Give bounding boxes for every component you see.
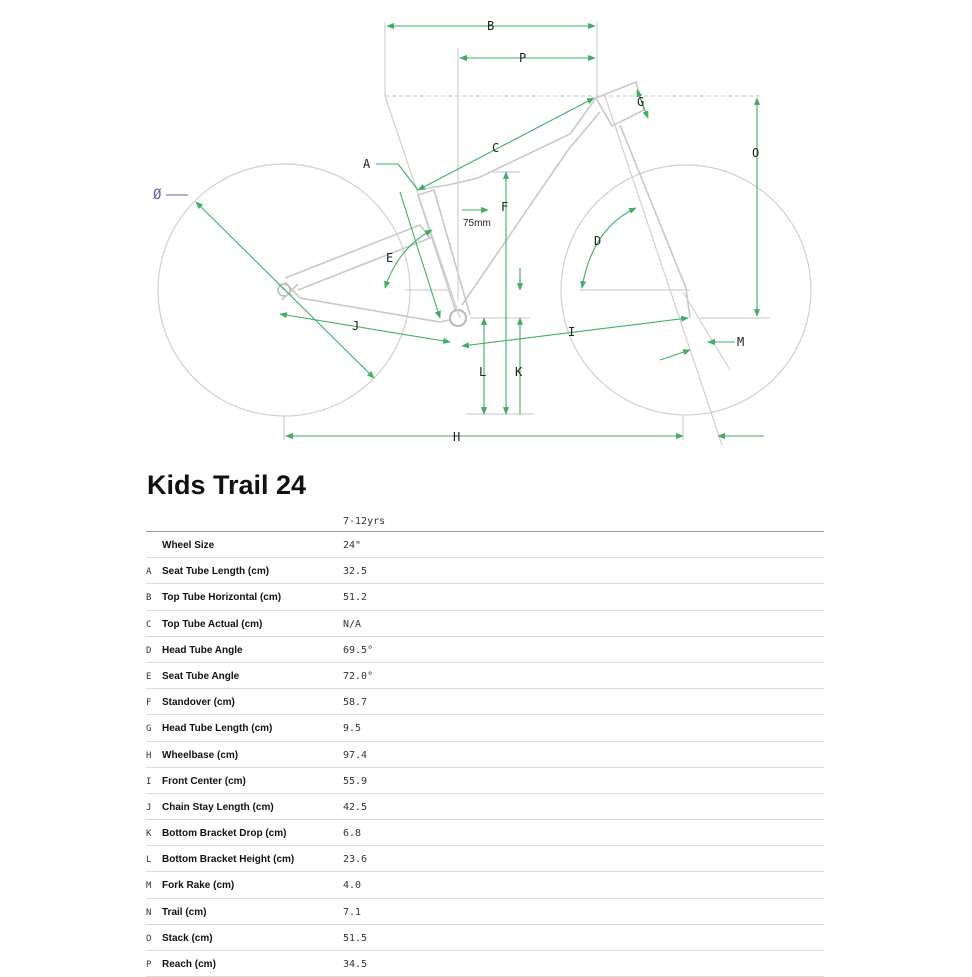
- row-code: O: [146, 933, 152, 944]
- row-value: N/A: [343, 618, 362, 630]
- row-label: Seat Tube Length (cm): [162, 566, 270, 578]
- row-label: Top Tube Actual (cm): [162, 618, 263, 630]
- row-code: G: [146, 724, 152, 735]
- table-row: [146, 584, 824, 610]
- row-label: Stack (cm): [162, 932, 213, 944]
- page-title: Kids Trail 24: [147, 470, 307, 500]
- table-row: [146, 899, 824, 925]
- label-d: D: [594, 234, 602, 248]
- row-label: Fork Rake (cm): [162, 880, 235, 892]
- row-code: A: [146, 567, 152, 578]
- row-value: 24": [343, 540, 362, 551]
- row-code: J: [146, 802, 152, 813]
- row-label: Wheelbase (cm): [162, 749, 239, 761]
- row-value: 34.5: [343, 959, 368, 970]
- row-label: Trail (cm): [162, 906, 207, 918]
- label-a: A: [363, 157, 371, 171]
- row-code: E: [146, 671, 152, 682]
- table-row: [146, 742, 824, 768]
- row-value: 72.0°: [343, 670, 374, 682]
- row-code: K: [146, 829, 152, 840]
- row-value: 6.8: [343, 828, 362, 840]
- label-75mm: 75mm: [463, 218, 491, 229]
- bike-geometry-diagram: [0, 0, 972, 460]
- label-p: P: [519, 51, 527, 65]
- row-value: 51.5: [343, 932, 368, 944]
- table-row: [146, 925, 824, 951]
- row-label: Chain Stay Length (cm): [162, 801, 274, 813]
- row-value: 51.2: [343, 592, 368, 604]
- row-value: 58.7: [343, 697, 368, 709]
- row-label: Front Center (cm): [162, 775, 246, 787]
- row-code: B: [146, 593, 152, 604]
- row-code: P: [146, 960, 152, 970]
- label-diameter: Ø: [153, 187, 162, 203]
- row-value: 9.5: [343, 723, 362, 735]
- row-value: 97.4: [343, 749, 368, 761]
- table-header: [146, 508, 824, 532]
- row-value: 7.1: [343, 906, 362, 918]
- row-value: 32.5: [343, 566, 368, 578]
- table-row: [146, 846, 824, 872]
- row-label: Bottom Bracket Drop (cm): [162, 828, 287, 840]
- label-i: I: [568, 325, 576, 339]
- row-code: N: [146, 907, 152, 918]
- label-l: L: [479, 365, 487, 379]
- size-column-header: 7-12yrs: [343, 516, 386, 527]
- row-label: Head Tube Length (cm): [162, 723, 273, 735]
- label-m: M: [737, 335, 745, 349]
- row-label: Standover (cm): [162, 697, 235, 709]
- row-label: Reach (cm): [162, 959, 216, 970]
- row-code: D: [146, 645, 152, 656]
- table-row: [146, 794, 824, 820]
- label-c: C: [492, 141, 500, 155]
- table-row: [146, 558, 824, 584]
- label-g: G: [637, 95, 645, 109]
- geometry-table: [146, 508, 824, 977]
- table-row: [146, 611, 824, 637]
- label-f: F: [501, 200, 509, 214]
- row-label: Bottom Bracket Height (cm): [162, 854, 295, 866]
- row-value: 55.9: [343, 775, 368, 787]
- row-value: 69.5°: [343, 644, 374, 656]
- row-code: H: [146, 750, 152, 761]
- row-code: C: [146, 619, 152, 630]
- reference-lines: [284, 22, 770, 445]
- row-value: 42.5: [343, 801, 368, 813]
- table-row: [146, 872, 824, 898]
- label-b: B: [487, 19, 495, 33]
- row-code: M: [146, 881, 152, 892]
- row-code: L: [146, 855, 152, 866]
- table-row: [146, 768, 824, 794]
- table-row: [146, 532, 824, 558]
- table-row: [146, 637, 824, 663]
- row-label: Seat Tube Angle: [162, 670, 240, 682]
- dimension-arrows: [166, 26, 764, 436]
- table-row: [146, 689, 824, 715]
- row-value: 23.6: [343, 854, 368, 866]
- table-row: [146, 951, 824, 977]
- label-j: J: [352, 319, 360, 333]
- label-o: O: [752, 146, 760, 160]
- row-label: Wheel Size: [162, 540, 215, 551]
- label-e: E: [386, 251, 394, 265]
- table-row: [146, 715, 824, 741]
- row-code: I: [146, 776, 152, 787]
- table-body: [146, 532, 824, 977]
- table-row: [146, 663, 824, 689]
- row-label: Top Tube Horizontal (cm): [162, 592, 282, 604]
- label-k: K: [515, 365, 523, 379]
- table-row: [146, 820, 824, 846]
- row-code: F: [146, 698, 152, 709]
- row-value: 4.0: [343, 880, 362, 892]
- row-label: Head Tube Angle: [162, 644, 243, 656]
- label-h: H: [453, 430, 461, 444]
